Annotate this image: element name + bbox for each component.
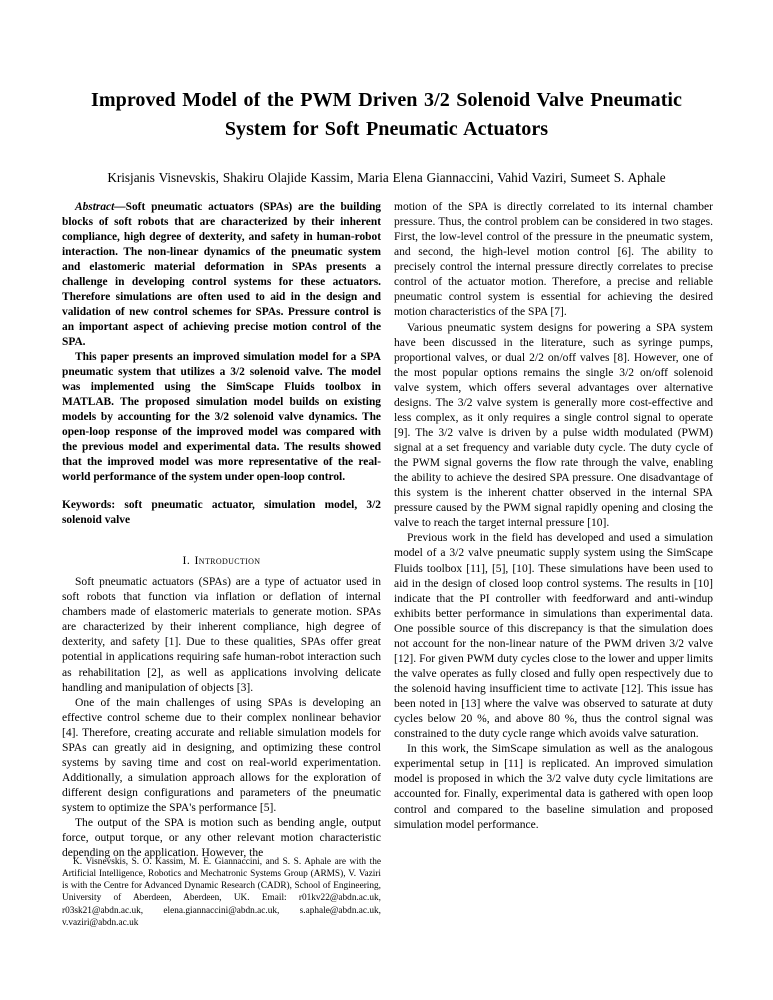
abstract-section xyxy=(62,200,381,485)
abstract-paragraph-1 xyxy=(62,200,381,350)
left-column xyxy=(62,200,381,861)
intro-paragraph-2: One of the main challenges of using SPAs is developing an effective control scheme due to their complex nonlinear behavior [4]. Therefore, creating accurate and reliable simulation models for SPAs can greatly aid in designing, and optimizing these control systems by saving time and cost on real-world experimentation. Additionally, a simulation approach allows for the exploration of different design configurations and parameters of the pneumatic system to optimize the SPA's performance [5]. xyxy=(62,696,381,815)
intro-paragraph-1: Soft pneumatic actuators (SPAs) are a type of actuator used in soft robots that function via inflation or deflation of internal chambers made of elastomeric materials to generate motion. SPAs are characterized by their inherent compliance, high degree of dexterity, and safety [1]. Due to these qualities, SPAs offer great potential in applications requiring safe human-robot interaction such as rehabilitation [2], as well as applications involving delicate handling and manipulation of objects [3]. xyxy=(62,576,381,694)
intro-paragraph-6: Previous work in the field has developed and used a simulation model of a 3/2 valve pneumatic supply system using the SimScape Fluids toolbox [11], [5], [10]. These simulations have been used to aid in the design of closed loop control systems. The results in [10] indicate that the PI controller with feedforward and anti-windup exhibits better performance in simulations than experimental data. One possible source of this discrepancy is that the simulation does not account for the non-linear nature of the PWM driven 3/2 valve [12]. For given PWM duty cycles close to the lower and upper limits the valve operates as fully closed and fully open respectively due to the solenoid having insufficient time to activate [12]. This issue has been noted in [13] where the valve was observed to saturate at duty cycles below 20 %, and above 80 %, thus the control signal was constrained to the duty cycle range which avoids valve saturation. xyxy=(394,532,713,741)
intro-paragraph-7: In this work, the SimScape simulation as well as the analogous experimental setup in [11] is replicated. An improved simulation model is proposed in which the 3/2 valve duty cycle limitations are accounted for. Finally, experimental data is gathered with open loop control and compared to the baseline simulation and proposed simulation model performance. xyxy=(394,743,713,831)
intro-paragraph-5: Various pneumatic system designs for powering a SPA system have been discussed in the literature, such as syringe pumps, proportional valves, or dual 2/2 on/off valves [8]. However, one of the most popular options remains the single 3/2 on/off solenoid valve system, which offers several advantages over alternative designs. The 3/2 valve system is generally more cost-effective and less complex, as it only requires a single control signal to operate [9]. The 3/2 valve is driven by a pulse width modulated (PWM) signal at a set frequency and variable duty cycle. The duty cycle of the PWM signal governs the flow rate through the valve, enabling the ability to achieve the desired SPA pressure. One disadvantage of this system is the inherent chatter observed in the internal SPA pressure caused by the PWM signal rapidly opening and closing the valve to reach the target internal pressure [10]. xyxy=(394,321,713,530)
intro-paragraph-4: motion of the SPA is directly correlated to its internal chamber pressure. Thus, the control problem can be considered in two stages. First, the low-level control of the pressure in the pneumatic system, and second, the high-level motion control [6]. The ability to precisely control the internal pressure directly correlates to precise control of the actuator motion. Therefore, a precise and reliable pneumatic control system is essential for achieving the desired motion characteristics of the SPA [7]. xyxy=(394,201,713,319)
section-heading-introduction: I. Introduction xyxy=(182,553,261,568)
abstract-label: Abstract— xyxy=(75,201,126,213)
footnote-text: K. Visnevskis, S. O. Kassim, M. E. Giannaccini, and S. S. Aphale are with the Artificial Intelligence, Robotics and Mechatronic Systems Group (ARMS), V. Vaziri is with the Centre for Advanced Dynamic Research (CADR), School of Engineering, University of Aberdeen, Aberdeen, UK. Email: r01kv22@abdn.ac.uk, r03sk21@abdn.ac.uk, elena.giannaccini@abdn.ac.uk, s.aphale@abdn.ac.uk, v.vaziri@abdn.ac.uk xyxy=(62,857,381,928)
abstract-paragraph-2: This paper presents an improved simulation model for a SPA pneumatic system that utilizes a 3/2 solenoid valve. The model was implemented using the SimScape Fluids toolbox in MATLAB. The proposed simulation model builds on existing models by accounting for the 3/2 solenoid valve dynamics. The open-loop response of the improved model was compared with the previous model and experimental data. The results showed that the improved model was more representative of the real-world performance of the system under open-loop control. xyxy=(62,350,381,483)
body-columns xyxy=(62,200,714,861)
title-block xyxy=(0,0,773,188)
author-affiliation-footnote xyxy=(62,856,381,929)
intro-paragraph-3: The output of the SPA is motion such as bending angle, output force, output torque, or any other relevant motion characteristic depending on the application. However, the xyxy=(62,817,381,860)
page-title: Improved Model of the PWM Driven 3/2 Solenoid Valve Pneumatic System for Soft Pneumatic Actuators xyxy=(91,89,682,140)
right-column xyxy=(394,200,713,861)
abstract-text-1: Soft pneumatic actuators (SPAs) are the building blocks of soft robots that are characterized by their inherent compliance, high degree of dexterity, and safety in human-robot interaction. The non-linear dynamics of the pneumatic system and elastomeric material deformation in SPAs presents a challenge in developing control systems for these actuators. Therefore simulations are often used to aid in the design and validation of new control schemes for SPAs. Pressure control is an important aspect of achieving precise motion control of the SPA. xyxy=(62,201,381,348)
keywords-line: Keywords: soft pneumatic actuator, simulation model, 3/2 solenoid valve xyxy=(62,499,381,527)
author-list: Krisjanis Visnevskis, Shakiru Olajide Kassim, Maria Elena Giannaccini, Vahid Vaziri, Sumeet S. Aphale xyxy=(107,170,666,186)
